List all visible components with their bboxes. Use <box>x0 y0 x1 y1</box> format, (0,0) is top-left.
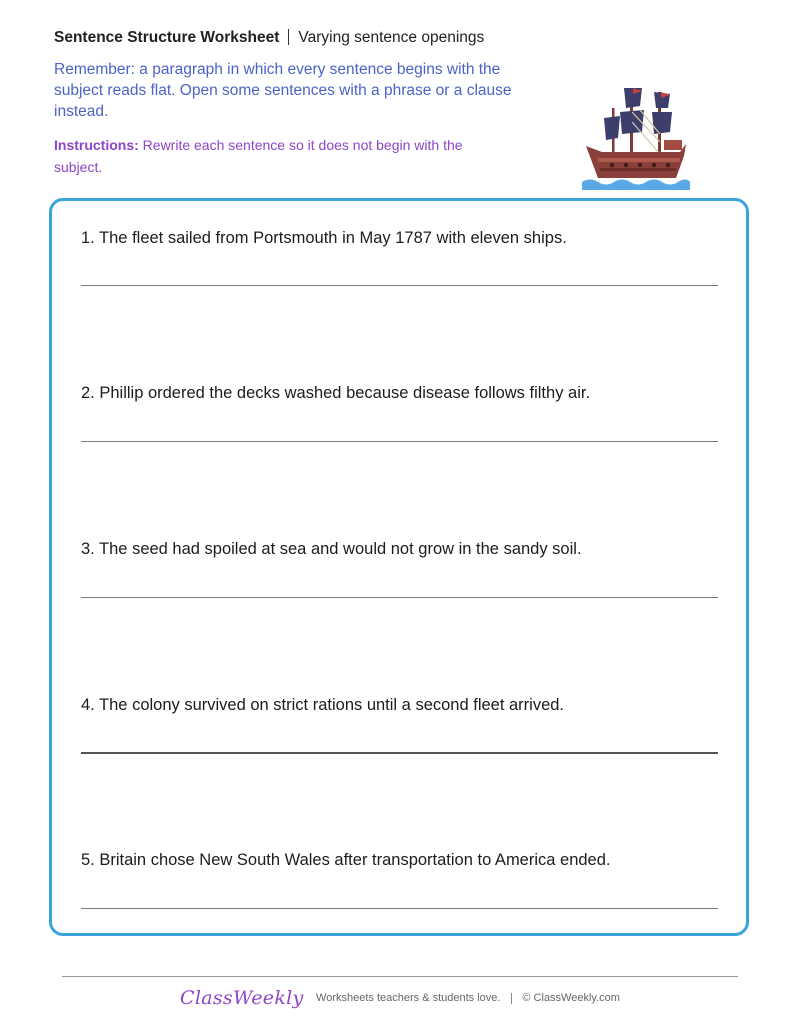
footer-separator <box>511 993 512 1004</box>
sailing-ship-icon <box>580 82 690 194</box>
footer-divider <box>62 976 738 977</box>
answer-line-1[interactable] <box>81 285 718 286</box>
answer-line-2[interactable] <box>81 441 718 442</box>
footer-copyright: © ClassWeekly.com <box>522 992 620 1004</box>
question-5: 5. Britain chose New South Wales after transportation to America ended. <box>81 851 611 869</box>
worksheet-subtitle: Varying sentence openings <box>298 29 485 46</box>
question-1: 1. The fleet sailed from Portsmouth in May 1787 with eleven ships. <box>81 229 567 247</box>
footer <box>0 987 800 1009</box>
footer-tagline: Worksheets teachers & students love. <box>316 992 501 1004</box>
question-3: 3. The seed had spoiled at sea and would not grow in the sandy soil. <box>81 540 582 558</box>
remember-note: Remember: a paragraph in which every sentence begins with the subject reads flat. Open some sentences with a phrase or a clause instead. <box>54 61 512 120</box>
worksheet-title: Sentence Structure Worksheet <box>54 29 280 46</box>
worksheet-header <box>54 28 484 48</box>
question-2: 2. Phillip ordered the decks washed because disease follows filthy air. <box>81 384 591 402</box>
answer-line-5[interactable] <box>81 908 718 909</box>
worksheet-card <box>49 198 749 936</box>
instructions-text: Rewrite each sentence so it does not begin with the subject. <box>54 137 463 175</box>
question-4: 4. The colony survived on strict rations until a second fleet arrived. <box>81 696 565 714</box>
instructions-label: Instructions: <box>54 137 139 153</box>
answer-line-3[interactable] <box>81 597 718 598</box>
title-divider <box>288 29 289 45</box>
answer-line-4[interactable] <box>81 752 718 754</box>
brand-logo: ClassWeekly <box>180 987 304 1009</box>
instructions <box>54 134 494 178</box>
